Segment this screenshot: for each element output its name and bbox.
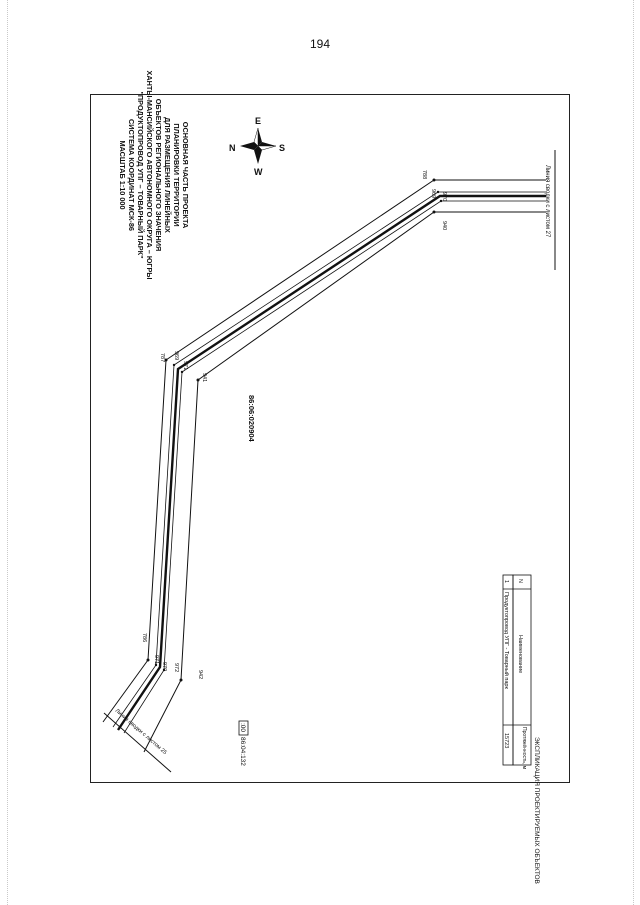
map-frame — [90, 70, 570, 884]
title-line-3: ДЛЯ РАЗМЕЩЕНИЯ ЛИНЕЙНЫХ — [163, 117, 172, 233]
point-label-786: 786 — [141, 633, 147, 643]
compass-label-e: E — [255, 116, 262, 126]
point-label-970b: 970 — [161, 662, 167, 672]
point-label-940: 940 — [441, 221, 447, 231]
compass-label-w: W — [254, 167, 263, 177]
cadastral-quarter-group — [239, 721, 248, 766]
cadastral-quarter-label: 86:04:132 — [239, 737, 246, 766]
corridor-inner-lines — [113, 192, 546, 733]
scan-edge-left — [7, 0, 8, 905]
corridor-outer-boundary — [103, 180, 546, 752]
pipeline-axis — [118, 196, 546, 733]
legend-title: ЭКСПЛИКАЦИЯ ПРОЕКТИРУЕМЫХ ОБЪЕКТОВ — [533, 737, 540, 884]
scan-edge-right — [633, 0, 634, 905]
point-label-941: 941 — [201, 373, 207, 383]
legend-row-length: 15723 — [503, 733, 509, 749]
legend-header-length: Протяжённость, м — [521, 727, 527, 770]
point-label-787: 787 — [159, 353, 165, 363]
title-line-4: ОБЪЕКТОВ РЕГИОНАЛЬНОГО ЗНАЧЕНИЯ — [154, 98, 163, 252]
page-number: 194 — [309, 37, 331, 51]
point-label-971b: 971 — [182, 361, 188, 371]
title-line-2: ПЛАНИРОВКИ ТЕРРИТОРИИ — [172, 123, 181, 227]
point-label-788: 788 — [421, 170, 427, 180]
point-label-970: 970 — [441, 192, 447, 202]
compass-label-n: N — [229, 143, 236, 153]
legend-row-num: 1 — [503, 580, 509, 584]
title-line-8: МАСШТАБ 1:10 000 — [118, 140, 127, 210]
point-label-971: 971 — [153, 655, 159, 665]
title-block — [118, 70, 190, 279]
point-label-969: 969 — [430, 189, 436, 199]
match-line-right-label: Линия сводки с листом 27 — [544, 165, 550, 238]
title-line-1: ОСНОВНАЯ ЧАСТЬ ПРОЕКТА — [181, 121, 190, 229]
point-label-972: 972 — [173, 663, 179, 673]
point-markers — [147, 179, 443, 682]
match-line-left-label: Линия сводки с листом 25 — [113, 707, 168, 757]
map-canvas — [91, 70, 571, 884]
compass-rose-icon — [229, 116, 285, 177]
legend-header-name: Наименование — [517, 635, 523, 674]
title-line-5: ХАНТЫ-МАНСИЙСКОГО АВТОНОМНОГО ОКРУГА – ЮГРЫ — [145, 70, 154, 280]
cadastral-district-label: 86:06:020904 — [247, 395, 256, 442]
legend-table — [503, 575, 540, 884]
legend-row-name: Продуктопровод УПГ - Товарный парк — [503, 592, 509, 689]
match-line-left-rule — [104, 713, 171, 772]
title-line-6: "ПРОДУКТОПРОВОД УПГ – ТОВАРНЫЙ ПАРК" — [136, 91, 145, 259]
legend-header-num: N — [517, 579, 523, 583]
title-line-7: СИСТЕМА КООРДИНАТ МСК-86 — [127, 119, 136, 231]
point-label-942: 942 — [197, 670, 203, 680]
point-label-969b: 969 — [173, 351, 179, 361]
cadastral-prefix: :00 — [239, 723, 246, 733]
compass-label-s: S — [279, 143, 286, 153]
